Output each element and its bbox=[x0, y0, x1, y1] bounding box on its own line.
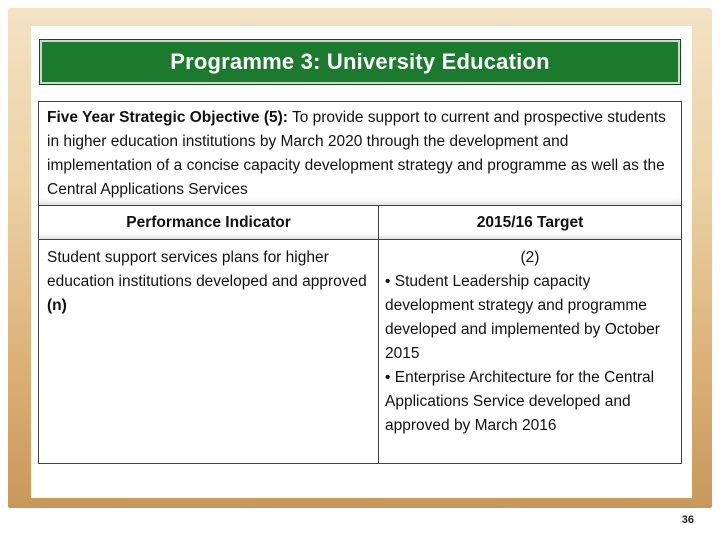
page-number: 36 bbox=[681, 514, 694, 526]
indicator-text: Student support services plans for higher education institutions developed and approved bbox=[47, 249, 367, 290]
table-row bbox=[39, 240, 681, 463]
strategic-objective bbox=[39, 102, 681, 206]
objective-table bbox=[38, 101, 682, 464]
slide-title: Programme 3: University Education bbox=[170, 49, 550, 74]
target-item: • Student Leadership capacity development strategy and programme developed and implemented by October 2015 bbox=[385, 273, 660, 362]
indicator-suffix: (n) bbox=[47, 297, 67, 314]
target-item: • Enterprise Architecture for the Central Applications Service developed and approved by March 2016 bbox=[385, 369, 655, 434]
title-bar bbox=[40, 40, 680, 84]
target-cell bbox=[379, 240, 681, 463]
target-count: (2) bbox=[520, 249, 540, 266]
header-target: 2015/16 Target bbox=[476, 213, 584, 231]
table-header-row bbox=[39, 206, 681, 240]
objective-label: Five Year Strategic Objective (5): bbox=[47, 109, 288, 126]
header-performance-indicator: Performance Indicator bbox=[39, 206, 379, 239]
indicator-cell bbox=[39, 240, 379, 463]
objective-text: To provide support to current and prospective students in higher education institutions by March 2020 through the development and implementation of a concise capacity development strategy and programme as well as the Central Applications Services bbox=[47, 109, 666, 198]
